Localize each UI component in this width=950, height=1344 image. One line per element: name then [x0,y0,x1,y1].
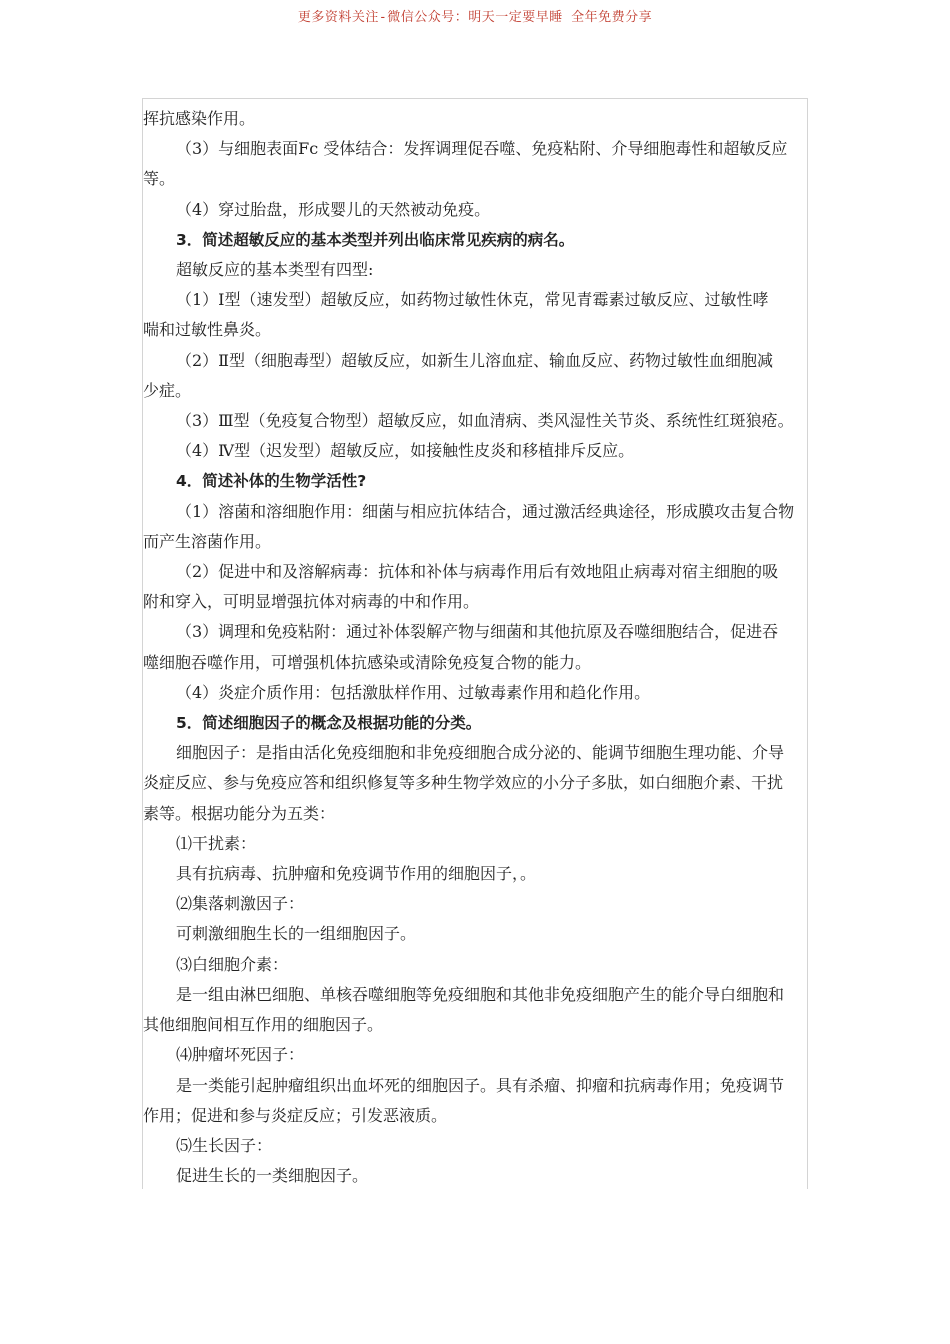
text-line: （3）Ⅲ型（免疫复合物型）超敏反应，如血清病、类风湿性关节炎、系统性红斑狼疮。 [176,411,794,431]
text-line: 超敏反应的基本类型有四型: [176,260,374,280]
text-line: （4）穿过胎盘，形成婴儿的天然被动免疫。 [176,199,491,219]
text-line: 炎症反应、参与免疫应答和组织修复等多种生物学效应的小分子多肽，如白细胞介素、干扰 [143,773,784,793]
text-line: （4）Ⅳ型（迟发型）超敏反应，如接触性皮炎和移植排斥反应。 [176,441,635,461]
text-line: 具有抗病毒、抗肿瘤和免疫调节作用的细胞因子，。 [176,864,537,884]
section-heading: 4．简述补体的生物学活性? [176,472,367,491]
text-line: ⑶白细胞介素： [176,954,289,974]
text-line: ⑴干扰素： [176,833,257,853]
text-line: （1）溶菌和溶细胞作用：细菌与相应抗体结合，通过激活经典途径，形成膜攻击复合物 [176,501,795,521]
text-line: （2）Ⅱ型（细胞毒型）超敏反应，如新生儿溶血症、输血反应、药物过敏性血细胞减 [176,350,774,370]
text-line: 其他细胞间相互作用的细胞因子。 [143,1015,384,1035]
text-line: （4）炎症介质作用：包括激肽样作用、过敏毒素作用和趋化作用。 [176,682,651,702]
text-line: 素等。根据功能分为五类： [143,803,336,823]
text-line: 细胞因子：是指由活化免疫细胞和非免疫细胞合成分泌的、能调节细胞生理功能、介导 [176,743,785,763]
text-line: 可刺激细胞生长的一组细胞因子。 [176,924,417,944]
text-line: ⑸生长因子： [176,1135,273,1155]
text-line: 而产生溶菌作用。 [143,531,272,551]
text-line: 作用；促进和参与炎症反应；引发恶液质。 [143,1105,448,1125]
top-banner: 更多资料关注-微信公众号：明天一定要早睡 全年免费分享 [297,10,653,25]
text-line: 挥抗感染作用。 [143,109,256,128]
text-line: 噬细胞吞噬作用，可增强机体抗感染或清除免疫复合物的能力。 [143,652,592,672]
text-line: 是一类能引起肿瘤组织出血坏死的细胞因子。具有杀瘤、抑瘤和抗病毒作用；免疫调节 [176,1075,785,1095]
text-line: 等。 [143,169,176,189]
text-line: 喘和过敏性鼻炎。 [143,320,272,340]
text-line: 附和穿入，可明显增强抗体对病毒的中和作用。 [143,592,480,612]
document-body [143,104,823,1191]
text-line: （3）与细胞表面Fc 受体结合：发挥调理促吞噬、免疫粘附、介导细胞毒性和超敏反应 [176,139,788,159]
text-line: （1）Ⅰ型（速发型）超敏反应，如药物过敏性休克，常见青霉素过敏反应、过敏性哮 [176,290,769,310]
section-heading: 3．简述超敏反应的基本类型并列出临床常见疾病的病名。 [176,230,575,249]
text-line: 促进生长的一类细胞因子。 [176,1166,369,1186]
section-heading: 5．简述细胞因子的概念及根据功能的分类。 [176,714,482,733]
text-line: ⑵集落刺激因子： [176,894,305,914]
text-line: 是一组由淋巴细胞、单核吞噬细胞等免疫细胞和其他非免疫细胞产生的能介导白细胞和 [176,984,785,1004]
text-line: ⑷肿瘤坏死因子： [176,1045,305,1065]
text-line: （3）调理和免疫粘附：通过补体裂解产物与细菌和其他抗原及吞噬细胞结合，促进吞 [176,622,779,642]
text-line: （2）促进中和及溶解病毒：抗体和补体与病毒作用后有效地阻止病毒对宿主细胞的吸 [176,562,779,582]
text-line: 少症。 [143,380,192,400]
